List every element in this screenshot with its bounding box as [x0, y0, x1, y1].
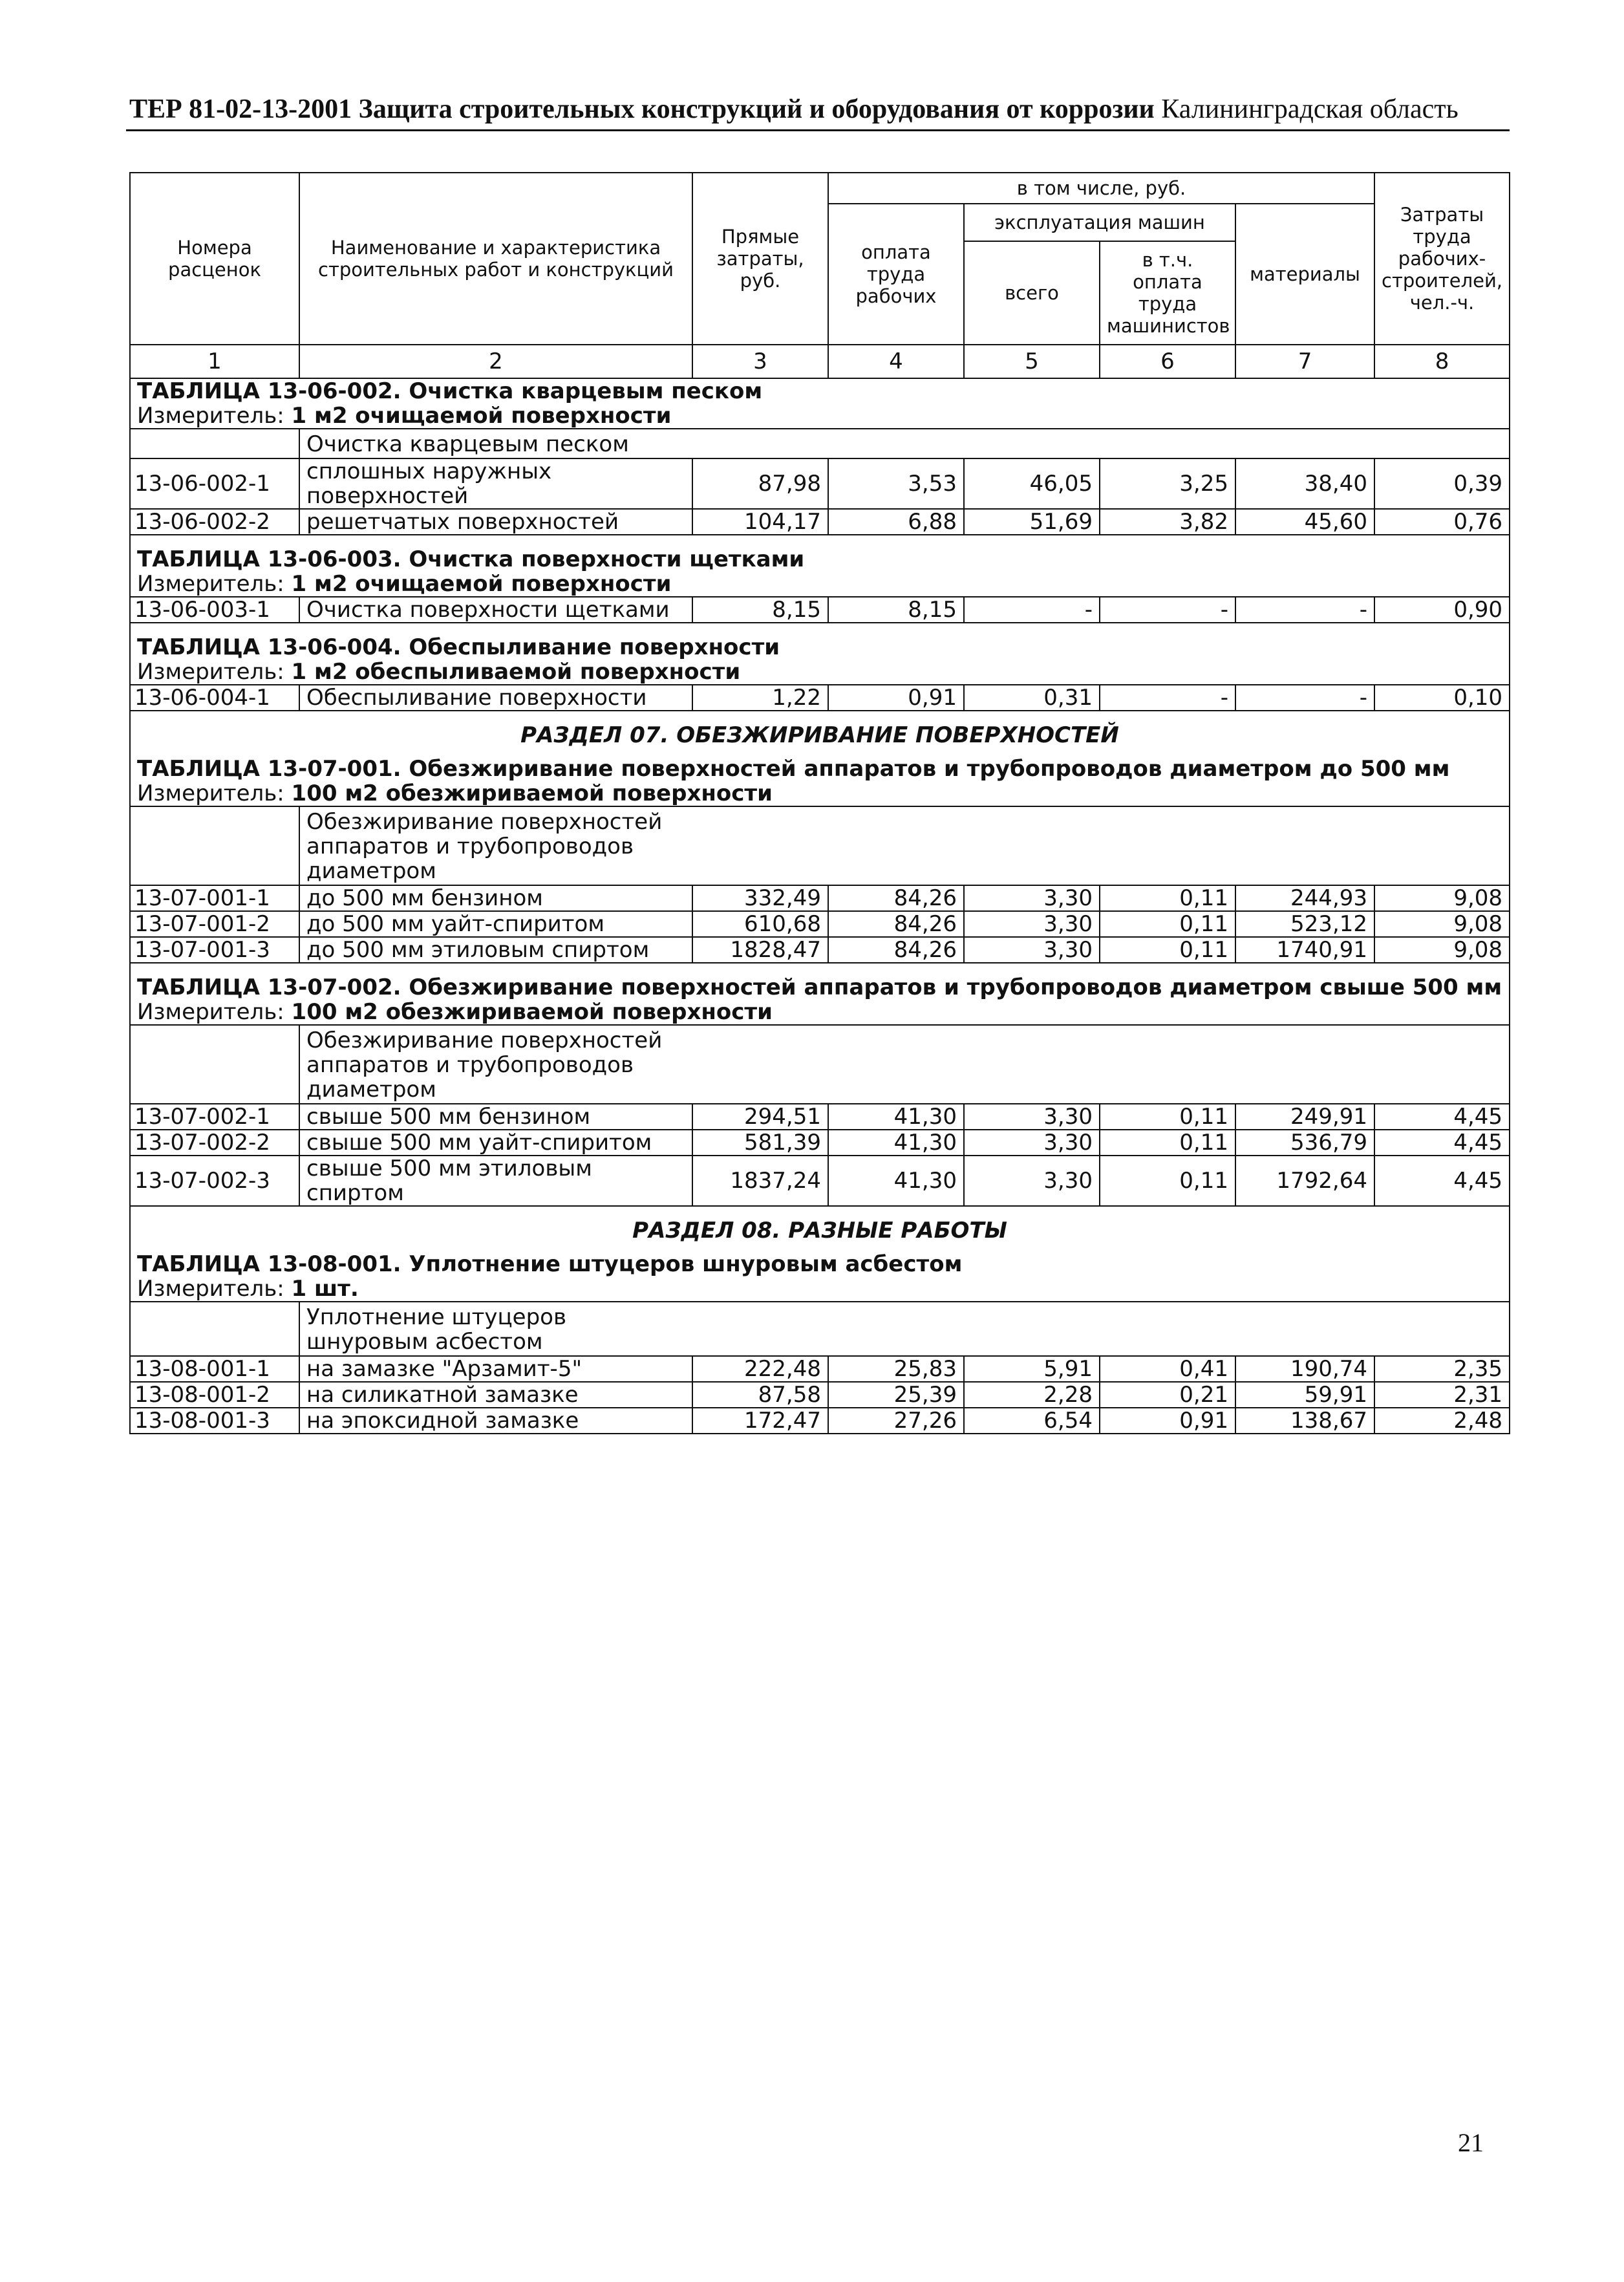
machines-total: 3,30 — [964, 1156, 1100, 1206]
table-title: ТАБЛИЦА 13-07-002. Обезжиривание поверхностей аппаратов и трубопроводов диаметром свыше 500 мм — [130, 975, 1510, 1000]
operator-wages: 3,82 — [1100, 509, 1235, 535]
group-label-text: Обезжиривание поверхностей аппаратов и трубопроводов диаметром — [306, 809, 663, 884]
spacer — [130, 623, 1510, 635]
operator-wages: - — [1100, 597, 1235, 623]
work-name: на замазке "Арзамит-5" — [299, 1356, 692, 1382]
wages: 0,91 — [828, 685, 964, 711]
rate-code: 13-07-002-2 — [130, 1130, 299, 1156]
work-name: решетчатых поверхностей — [299, 509, 692, 535]
labor-hours: 9,08 — [1374, 911, 1510, 937]
group-label-text: Уплотнение штуцеров шнуровым асбестом — [306, 1304, 567, 1355]
machines-total: 2,28 — [964, 1382, 1100, 1408]
work-name: свыше 500 мм уайт-спиритом — [299, 1130, 692, 1156]
measure-value: 1 м2 очищаемой поверхности — [291, 403, 672, 429]
rate-code: 13-08-001-2 — [130, 1382, 299, 1408]
work-name: свыше 500 мм этиловым спиртом — [299, 1156, 692, 1206]
labor-hours: 9,08 — [1374, 937, 1510, 963]
column-number: 8 — [1374, 345, 1510, 378]
measure-value: 100 м2 обезжириваемой поверхности — [291, 780, 773, 806]
work-name: до 500 мм уайт-спиритом — [299, 911, 692, 937]
measure-label: Измеритель: — [137, 403, 284, 429]
operator-wages: 0,21 — [1100, 1382, 1235, 1408]
rate-code: 13-07-002-3 — [130, 1156, 299, 1206]
wages: 25,83 — [828, 1356, 964, 1382]
col-header-wages: оплата труда рабочих — [828, 204, 964, 345]
work-name: сплошных наружных поверхностей — [299, 458, 692, 509]
machines-total: 3,30 — [964, 1104, 1100, 1130]
operator-wages: 0,11 — [1100, 1156, 1235, 1206]
labor-hours: 0,76 — [1374, 509, 1510, 535]
direct-costs: 8,15 — [692, 597, 828, 623]
rates-table — [129, 172, 1510, 1434]
materials: 249,91 — [1235, 1104, 1374, 1130]
operator-wages: 3,25 — [1100, 458, 1235, 509]
table-row — [130, 1356, 1510, 1382]
group-label — [299, 1025, 1510, 1104]
table-row — [130, 1104, 1510, 1130]
table-row — [130, 937, 1510, 963]
materials: - — [1235, 597, 1374, 623]
table-row — [130, 597, 1510, 623]
group-code-cell — [130, 429, 299, 458]
operator-wages: 0,11 — [1100, 1130, 1235, 1156]
measure-value: 1 м2 очищаемой поверхности — [291, 571, 672, 597]
table-row — [130, 458, 1510, 509]
measure-label: Измеритель: — [137, 659, 284, 685]
measure-unit — [130, 781, 1510, 806]
measure-unit — [130, 572, 1510, 597]
table-title: ТАБЛИЦА 13-07-001. Обезжиривание поверхностей аппаратов и трубопроводов диаметром до 500 мм — [130, 748, 1510, 781]
table-row — [130, 509, 1510, 535]
direct-costs: 87,58 — [692, 1382, 828, 1408]
labor-hours: 0,10 — [1374, 685, 1510, 711]
table-row — [130, 685, 1510, 711]
machines-total: 0,31 — [964, 685, 1100, 711]
machines-total: 46,05 — [964, 458, 1100, 509]
section-heading: РАЗДЕЛ 07. ОБЕЗЖИРИВАНИЕ ПОВЕРХНОСТЕЙ — [130, 723, 1510, 748]
labor-hours: 4,45 — [1374, 1104, 1510, 1130]
measure-label: Измеритель: — [137, 999, 284, 1025]
wages: 25,39 — [828, 1382, 964, 1408]
wages: 84,26 — [828, 937, 964, 963]
group-label — [299, 1302, 1510, 1356]
machines-total: 51,69 — [964, 509, 1100, 535]
col-header-machines-total: всего — [964, 241, 1100, 345]
measure-label: Измеритель: — [137, 780, 284, 806]
operator-wages: 0,11 — [1100, 885, 1235, 911]
direct-costs: 581,39 — [692, 1130, 828, 1156]
operator-wages: 0,91 — [1100, 1408, 1235, 1434]
table-title: ТАБЛИЦА 13-06-003. Очистка поверхности щетками — [130, 547, 1510, 572]
labor-hours: 4,45 — [1374, 1130, 1510, 1156]
materials: 536,79 — [1235, 1130, 1374, 1156]
table-row — [130, 1408, 1510, 1434]
measure-unit — [130, 1000, 1510, 1025]
materials: 523,12 — [1235, 911, 1374, 937]
header-rule — [126, 129, 1510, 131]
machines-total: 3,30 — [964, 885, 1100, 911]
work-name: Очистка поверхности щетками — [299, 597, 692, 623]
operator-wages: 0,11 — [1100, 937, 1235, 963]
column-number: 3 — [692, 345, 828, 378]
group-code-cell — [130, 1025, 299, 1104]
direct-costs: 1,22 — [692, 685, 828, 711]
rate-code: 13-06-003-1 — [130, 597, 299, 623]
rate-code: 13-07-001-1 — [130, 885, 299, 911]
col-header-name: Наименование и характеристика строительных работ и конструкций — [299, 173, 692, 345]
measure-unit — [130, 660, 1510, 685]
machines-total: 3,30 — [964, 937, 1100, 963]
table-title: ТАБЛИЦА 13-06-002. Очистка кварцевым песком — [130, 378, 1510, 404]
rate-code: 13-07-002-1 — [130, 1104, 299, 1130]
measure-value: 100 м2 обезжириваемой поверхности — [291, 999, 773, 1025]
document-header — [129, 94, 1506, 125]
table-row — [130, 1156, 1510, 1206]
rate-code: 13-08-001-1 — [130, 1356, 299, 1382]
work-name: свыше 500 мм бензином — [299, 1104, 692, 1130]
direct-costs: 222,48 — [692, 1356, 828, 1382]
wages: 8,15 — [828, 597, 964, 623]
labor-hours: 2,48 — [1374, 1408, 1510, 1434]
table-row — [130, 1130, 1510, 1156]
wages: 6,88 — [828, 509, 964, 535]
col-header-codes: Номера расценок — [130, 173, 299, 345]
rate-code: 13-07-001-2 — [130, 911, 299, 937]
labor-hours: 2,35 — [1374, 1356, 1510, 1382]
work-name: Обеспыливание поверхности — [299, 685, 692, 711]
wages: 3,53 — [828, 458, 964, 509]
measure-unit — [130, 404, 1510, 429]
rate-code: 13-08-001-3 — [130, 1408, 299, 1434]
column-number: 5 — [964, 345, 1100, 378]
operator-wages: 0,11 — [1100, 911, 1235, 937]
materials: 1740,91 — [1235, 937, 1374, 963]
header-region: Калининградская область — [1161, 94, 1458, 124]
table-row — [130, 911, 1510, 937]
labor-hours: 0,39 — [1374, 458, 1510, 509]
group-code-cell — [130, 1302, 299, 1356]
materials: 244,93 — [1235, 885, 1374, 911]
column-number: 1 — [130, 345, 299, 378]
spacer — [130, 535, 1510, 547]
measure-label: Измеритель: — [137, 1276, 284, 1302]
group-code-cell — [130, 806, 299, 885]
section-heading: РАЗДЕЛ 08. РАЗНЫЕ РАБОТЫ — [130, 1218, 1510, 1243]
work-name: на силикатной замазке — [299, 1382, 692, 1408]
work-name: до 500 мм бензином — [299, 885, 692, 911]
wages: 41,30 — [828, 1130, 964, 1156]
materials: 38,40 — [1235, 458, 1374, 509]
direct-costs: 104,17 — [692, 509, 828, 535]
spacer — [130, 1206, 1510, 1218]
column-number: 7 — [1235, 345, 1374, 378]
direct-costs: 294,51 — [692, 1104, 828, 1130]
materials: 138,67 — [1235, 1408, 1374, 1434]
table-row — [130, 1382, 1510, 1408]
wages: 84,26 — [828, 885, 964, 911]
machines-total: - — [964, 597, 1100, 623]
machines-total: 3,30 — [964, 1130, 1100, 1156]
direct-costs: 1828,47 — [692, 937, 828, 963]
wages: 41,30 — [828, 1156, 964, 1206]
rate-code: 13-07-001-3 — [130, 937, 299, 963]
operator-wages: - — [1100, 685, 1235, 711]
measure-label: Измеритель: — [137, 571, 284, 597]
group-label — [299, 806, 1510, 885]
header-title: Защита строительных конструкций и оборудования от коррозии — [358, 94, 1155, 124]
operator-wages: 0,11 — [1100, 1104, 1235, 1130]
column-number: 6 — [1100, 345, 1235, 378]
work-name: до 500 мм этиловым спиртом — [299, 937, 692, 963]
group-label — [299, 429, 1510, 458]
labor-hours: 0,90 — [1374, 597, 1510, 623]
group-label-text: Очистка кварцевым песком — [306, 431, 629, 457]
wages: 27,26 — [828, 1408, 964, 1434]
materials: 190,74 — [1235, 1356, 1374, 1382]
operator-wages: 0,41 — [1100, 1356, 1235, 1382]
table-title: ТАБЛИЦА 13-08-001. Уплотнение штуцеров шнуровым асбестом — [130, 1243, 1510, 1276]
header-code: ТЕР 81-02-13-2001 — [129, 94, 352, 124]
rate-code: 13-06-002-2 — [130, 509, 299, 535]
spacer — [130, 711, 1510, 723]
labor-hours: 9,08 — [1374, 885, 1510, 911]
direct-costs: 87,98 — [692, 458, 828, 509]
direct-costs: 172,47 — [692, 1408, 828, 1434]
wages: 84,26 — [828, 911, 964, 937]
col-header-operator-wages: в т.ч. оплата труда машинистов — [1100, 241, 1235, 345]
table-title: ТАБЛИЦА 13-06-004. Обеспыливание поверхности — [130, 635, 1510, 660]
work-name: на эпоксидной замазке — [299, 1408, 692, 1434]
col-header-materials: материалы — [1235, 204, 1374, 345]
measure-unit — [130, 1276, 1510, 1302]
rate-code: 13-06-002-1 — [130, 458, 299, 509]
materials: - — [1235, 685, 1374, 711]
col-header-labor-hours: Затраты труда рабочих-строителей, чел.-ч. — [1374, 173, 1510, 345]
direct-costs: 610,68 — [692, 911, 828, 937]
labor-hours: 4,45 — [1374, 1156, 1510, 1206]
machines-total: 6,54 — [964, 1408, 1100, 1434]
materials: 59,91 — [1235, 1382, 1374, 1408]
page-number: 21 — [1458, 2128, 1484, 2157]
machines-total: 3,30 — [964, 911, 1100, 937]
direct-costs: 1837,24 — [692, 1156, 828, 1206]
materials: 1792,64 — [1235, 1156, 1374, 1206]
measure-value: 1 м2 обеспыливаемой поверхности — [291, 659, 741, 685]
col-header-machines: эксплуатация машин — [964, 204, 1235, 241]
labor-hours: 2,31 — [1374, 1382, 1510, 1408]
spacer — [130, 963, 1510, 975]
column-number: 2 — [299, 345, 692, 378]
direct-costs: 332,49 — [692, 885, 828, 911]
col-header-direct-costs: Прямые затраты, руб. — [692, 173, 828, 345]
machines-total: 5,91 — [964, 1356, 1100, 1382]
group-label-text: Обезжиривание поверхностей аппаратов и трубопроводов диаметром — [306, 1028, 663, 1103]
column-number: 4 — [828, 345, 964, 378]
materials: 45,60 — [1235, 509, 1374, 535]
table-row — [130, 885, 1510, 911]
rate-code: 13-06-004-1 — [130, 685, 299, 711]
col-header-including: в том числе, руб. — [828, 173, 1374, 204]
wages: 41,30 — [828, 1104, 964, 1130]
measure-value: 1 шт. — [291, 1276, 359, 1302]
